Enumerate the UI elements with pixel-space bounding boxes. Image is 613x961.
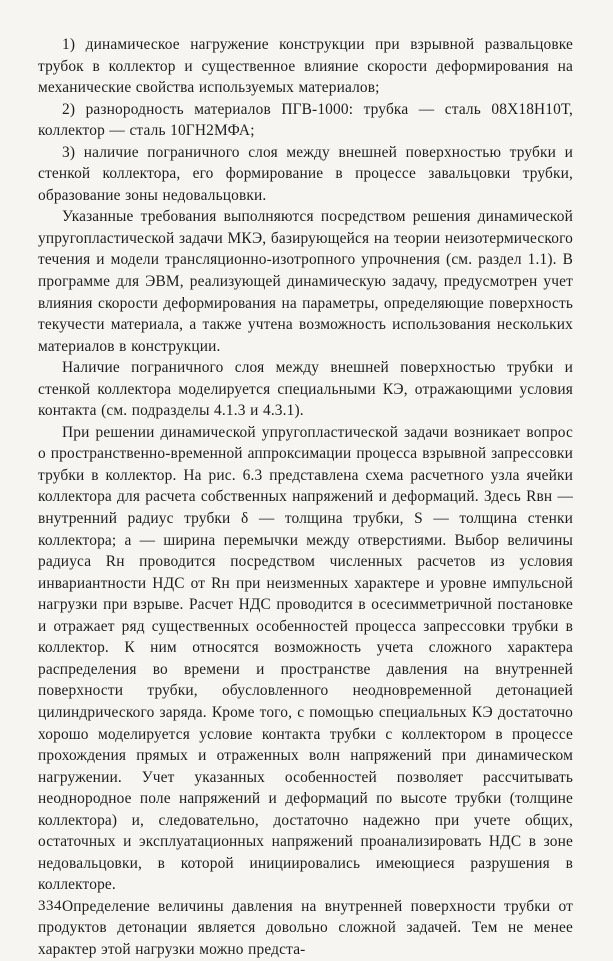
paragraph-requirements: Указанные требования выполняются посредством решения динамической упругопластической задачи МКЭ, базирующейся на теории неизотермического течения и модели трансляционно-изотропного упрочнения (см. раздел 1.1). В программе для ЭВМ, реализующей динамическую задачу, предусмотрен учет влияния скорости деформирования на параметры, определяющие поверхность текучести материала, а также учтена возможность использования нескольких материалов в конструкции. (38, 208, 573, 355)
paragraph-boundary-layer: Наличие пограничного слоя между внешней поверхностью трубки и стенкой коллектора моделируется специальными КЭ, отражающими условия контакта (см. подразделы 4.1.3 и 4.3.1). (38, 359, 573, 420)
paragraph-pressure: Определение величины давления на внутренней поверхности трубки от продуктов детонации является довольно сложной задачей. Тем не менее характер этой нагрузки можно предста- (38, 897, 573, 958)
paragraph-approximation: При решении динамической упругопластической задачи возникает вопрос о пространственно-временной аппроксимации процесса взрывной запрессовки трубки в коллектор. На рис. 6.3 представлена схема расчетного узла ячейки коллектора для расчета собственных напряжений и деформаций. Здесь Rвн — внутренний радиус трубки δ — толщина трубки, S — толщина стенки коллектора; a — ширина перемычки между отверстиями. Выбор величины радиуса Rн проводится посредством численных расчетов из условия инвариантности НДС от Rн при неизменных характере и уровне импульсной нагрузки при взрыве. Расчет НДС проводится в осесимметричной постановке и отражает ряд существенных особенностей процесса запрессовки трубки в коллектор. К ним относятся возможность учета сложного характера распределения во времени и пространстве давления на внутренней поверхности трубки, обусловленного неодновременной детонацией цилиндрического заряда. Кроме того, с помощью специальных КЭ достаточно хорошо моделируется условие контакта трубки с коллектором в процессе прохождения прямых и отраженных волн напряжений при динамическом нагружении. Учет указанных особенностей позволяет рассчитывать неоднородное поле напряжений и деформаций по высоте трубки (толщине коллектора) и, следовательно, достаточно надежно при учете общих, остаточных и эксплуатационных напряжений проанализировать НДС в зоне недовальцовки, в которой инициировались имеющиеся разрушения в коллекторе. (38, 423, 573, 894)
paragraph-list-item-1: 1) динамическое нагружение конструкции при взрывной развальцовке трубок в коллектор и существенное влияние скорости деформирования на механические свойства используемых материалов; (38, 36, 573, 97)
page-number: 334 (38, 898, 62, 914)
paragraph-list-item-3: 3) наличие пограничного слоя между внешней поверхностью трубки и стенкой коллектора, его формирование в процессе завальцовки трубки, образование зоны недовальцовки. (38, 143, 573, 204)
paragraph-list-item-2: 2) разнородность материалов ПГВ-1000: трубка — сталь 08Х18Н10Т, коллектор — сталь 10ГН2МФА; (38, 100, 573, 140)
body-text (38, 34, 573, 961)
